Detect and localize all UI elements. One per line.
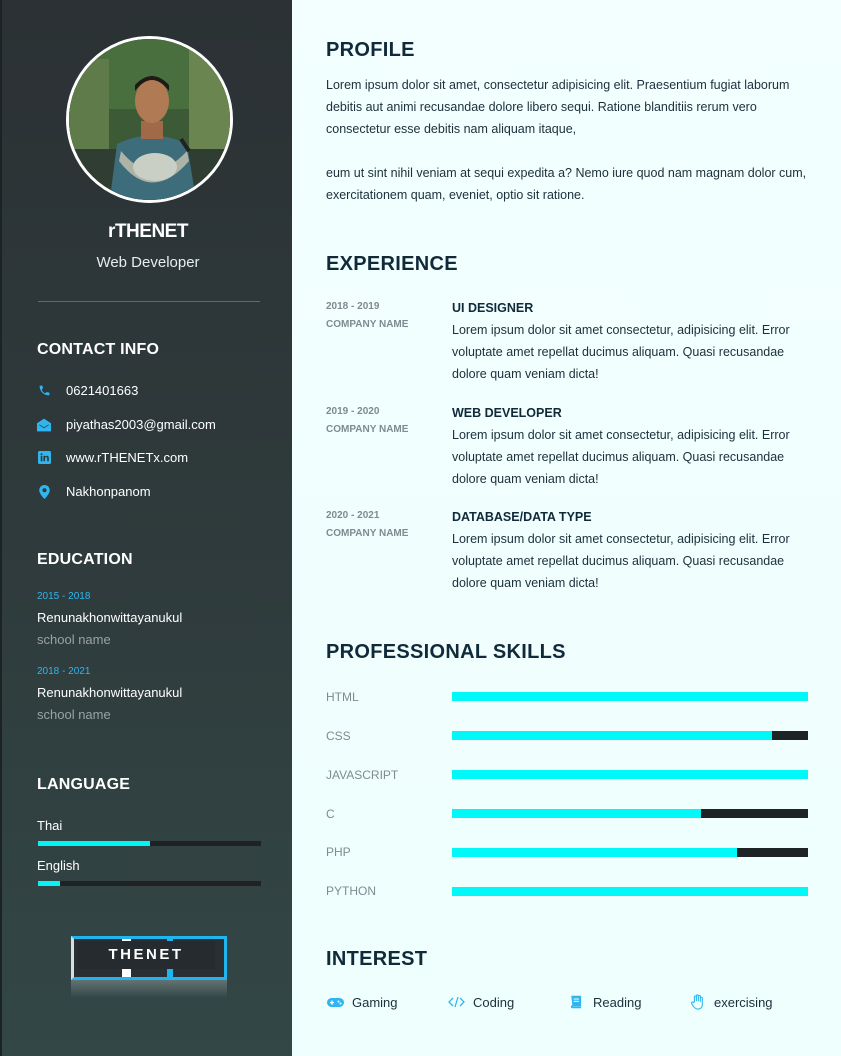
skill-label: C	[326, 807, 335, 821]
skill-bar-fill	[452, 692, 808, 701]
education-year: 2018 - 2021	[37, 666, 91, 677]
interest-item-reading	[567, 994, 641, 1010]
map-pin-icon	[37, 485, 51, 499]
interest-label: Reading	[593, 994, 642, 1010]
contact-phone-text[interactable]: 0621401663	[66, 383, 139, 398]
interest-label: Gaming	[352, 994, 398, 1010]
contact-phone	[37, 383, 138, 398]
skill-bar	[452, 809, 808, 818]
contact-location	[37, 484, 151, 499]
profile-paragraph: eum ut sint nihil veniam at sequi expedita a? Nemo iure quod nam magnam dolor cum, exercitationem quam, eveniet, optio sit ratione.	[326, 166, 807, 202]
logo	[71, 936, 227, 980]
contact-website-text[interactable]: www.rTHENETx.com	[66, 450, 189, 465]
book-icon	[567, 994, 585, 1010]
phone-icon	[37, 384, 51, 398]
profile-paragraph: Lorem ipsum dolor sit amet, consectetur adipisicing elit. Praesentium fugiat laborum debitis aut animi recusandae dolore libero sequi. Ratione blanditiis rerum vero consectetur esse debitis nam aliquam itaque,	[326, 78, 790, 136]
profile-role: Web Developer	[96, 254, 200, 271]
skill-bar-fill	[452, 770, 808, 779]
education-label: school name	[37, 707, 111, 722]
skill-bar-fill	[452, 731, 772, 740]
profile-name: rTHENET	[108, 221, 188, 242]
language-bar-fill	[38, 881, 60, 886]
skill-bar-fill	[452, 809, 701, 818]
skill-label: CSS	[326, 729, 351, 743]
interest-label: exercising	[714, 994, 773, 1010]
skill-bar	[452, 887, 808, 896]
language-bar	[38, 881, 261, 886]
education-school: Renunakhonwittayanukul	[37, 610, 183, 625]
language-bar-fill	[38, 841, 150, 846]
sidebar	[0, 0, 292, 1056]
logo-text: THENET	[108, 946, 184, 963]
skill-label: PYTHON	[326, 884, 377, 898]
contact-website	[37, 450, 188, 465]
experience-company: COMPANY NAME	[326, 319, 409, 330]
skill-bar	[452, 692, 808, 701]
skill-bar-fill	[452, 848, 737, 857]
experience-description: Lorem ipsum dolor sit amet consectetur, adipisicing elit. Error voluptate amet repellat ducimus aliquam. Quasi recusandae dolore quam veniam dicta!	[452, 323, 790, 381]
skill-label: JAVASCRIPT	[326, 768, 399, 782]
contact-email-text[interactable]: piyathas2003@gmail.com	[66, 417, 216, 432]
contact-location-text: Nakhonpanom	[66, 484, 151, 499]
experience-year: 2020 - 2021	[326, 510, 380, 521]
education-school: Renunakhonwittayanukul	[37, 685, 183, 700]
experience-year: 2018 - 2019	[326, 301, 380, 312]
education-label: school name	[37, 632, 111, 647]
experience-description: Lorem ipsum dolor sit amet consectetur, adipisicing elit. Error voluptate amet repellat ducimus aliquam. Quasi recusandae dolore quam veniam dicta!	[452, 428, 790, 486]
experience-title: UI DESIGNER	[452, 301, 534, 315]
interest-item-exercising	[688, 994, 773, 1010]
experience-heading: EXPERIENCE	[326, 253, 458, 275]
skill-label: HTML	[326, 690, 359, 704]
language-heading: LANGUAGE	[37, 776, 131, 793]
skill-label: PHP	[326, 845, 351, 859]
skill-bar	[452, 770, 808, 779]
contact-heading: CONTACT INFO	[37, 341, 160, 358]
skill-bar	[452, 731, 808, 740]
avatar-photo	[69, 39, 233, 203]
interest-item-coding	[447, 994, 514, 1010]
language-label: Thai	[37, 818, 63, 833]
sidebar-divider	[38, 301, 260, 302]
skill-bar-fill	[452, 887, 808, 896]
experience-title: WEB DEVELOPER	[452, 406, 562, 420]
experience-title: DATABASE/DATA TYPE	[452, 510, 592, 524]
main-content	[292, 0, 841, 1056]
experience-year: 2019 - 2020	[326, 406, 380, 417]
linkedin-icon	[37, 451, 51, 465]
language-bar	[38, 841, 261, 846]
experience-company: COMPANY NAME	[326, 424, 409, 435]
experience-description: Lorem ipsum dolor sit amet consectetur, adipisicing elit. Error voluptate amet repellat ducimus aliquam. Quasi recusandae dolore quam veniam dicta!	[452, 532, 790, 590]
interest-label: Coding	[473, 994, 515, 1010]
envelope-icon	[37, 418, 51, 432]
skill-bar	[452, 848, 808, 857]
education-heading: EDUCATION	[37, 551, 133, 568]
interest-heading: INTEREST	[326, 948, 428, 970]
gamepad-icon	[326, 994, 344, 1010]
contact-email	[37, 417, 216, 432]
education-year: 2015 - 2018	[37, 591, 91, 602]
interest-item-gaming	[326, 994, 398, 1010]
experience-company: COMPANY NAME	[326, 528, 409, 539]
hand-icon	[688, 994, 706, 1010]
language-label: English	[37, 858, 80, 873]
avatar	[66, 36, 233, 203]
logo-reflection	[71, 980, 227, 998]
profile-heading: PROFILE	[326, 39, 415, 61]
skills-heading: PROFESSIONAL SKILLS	[326, 641, 566, 663]
code-icon	[447, 994, 465, 1010]
